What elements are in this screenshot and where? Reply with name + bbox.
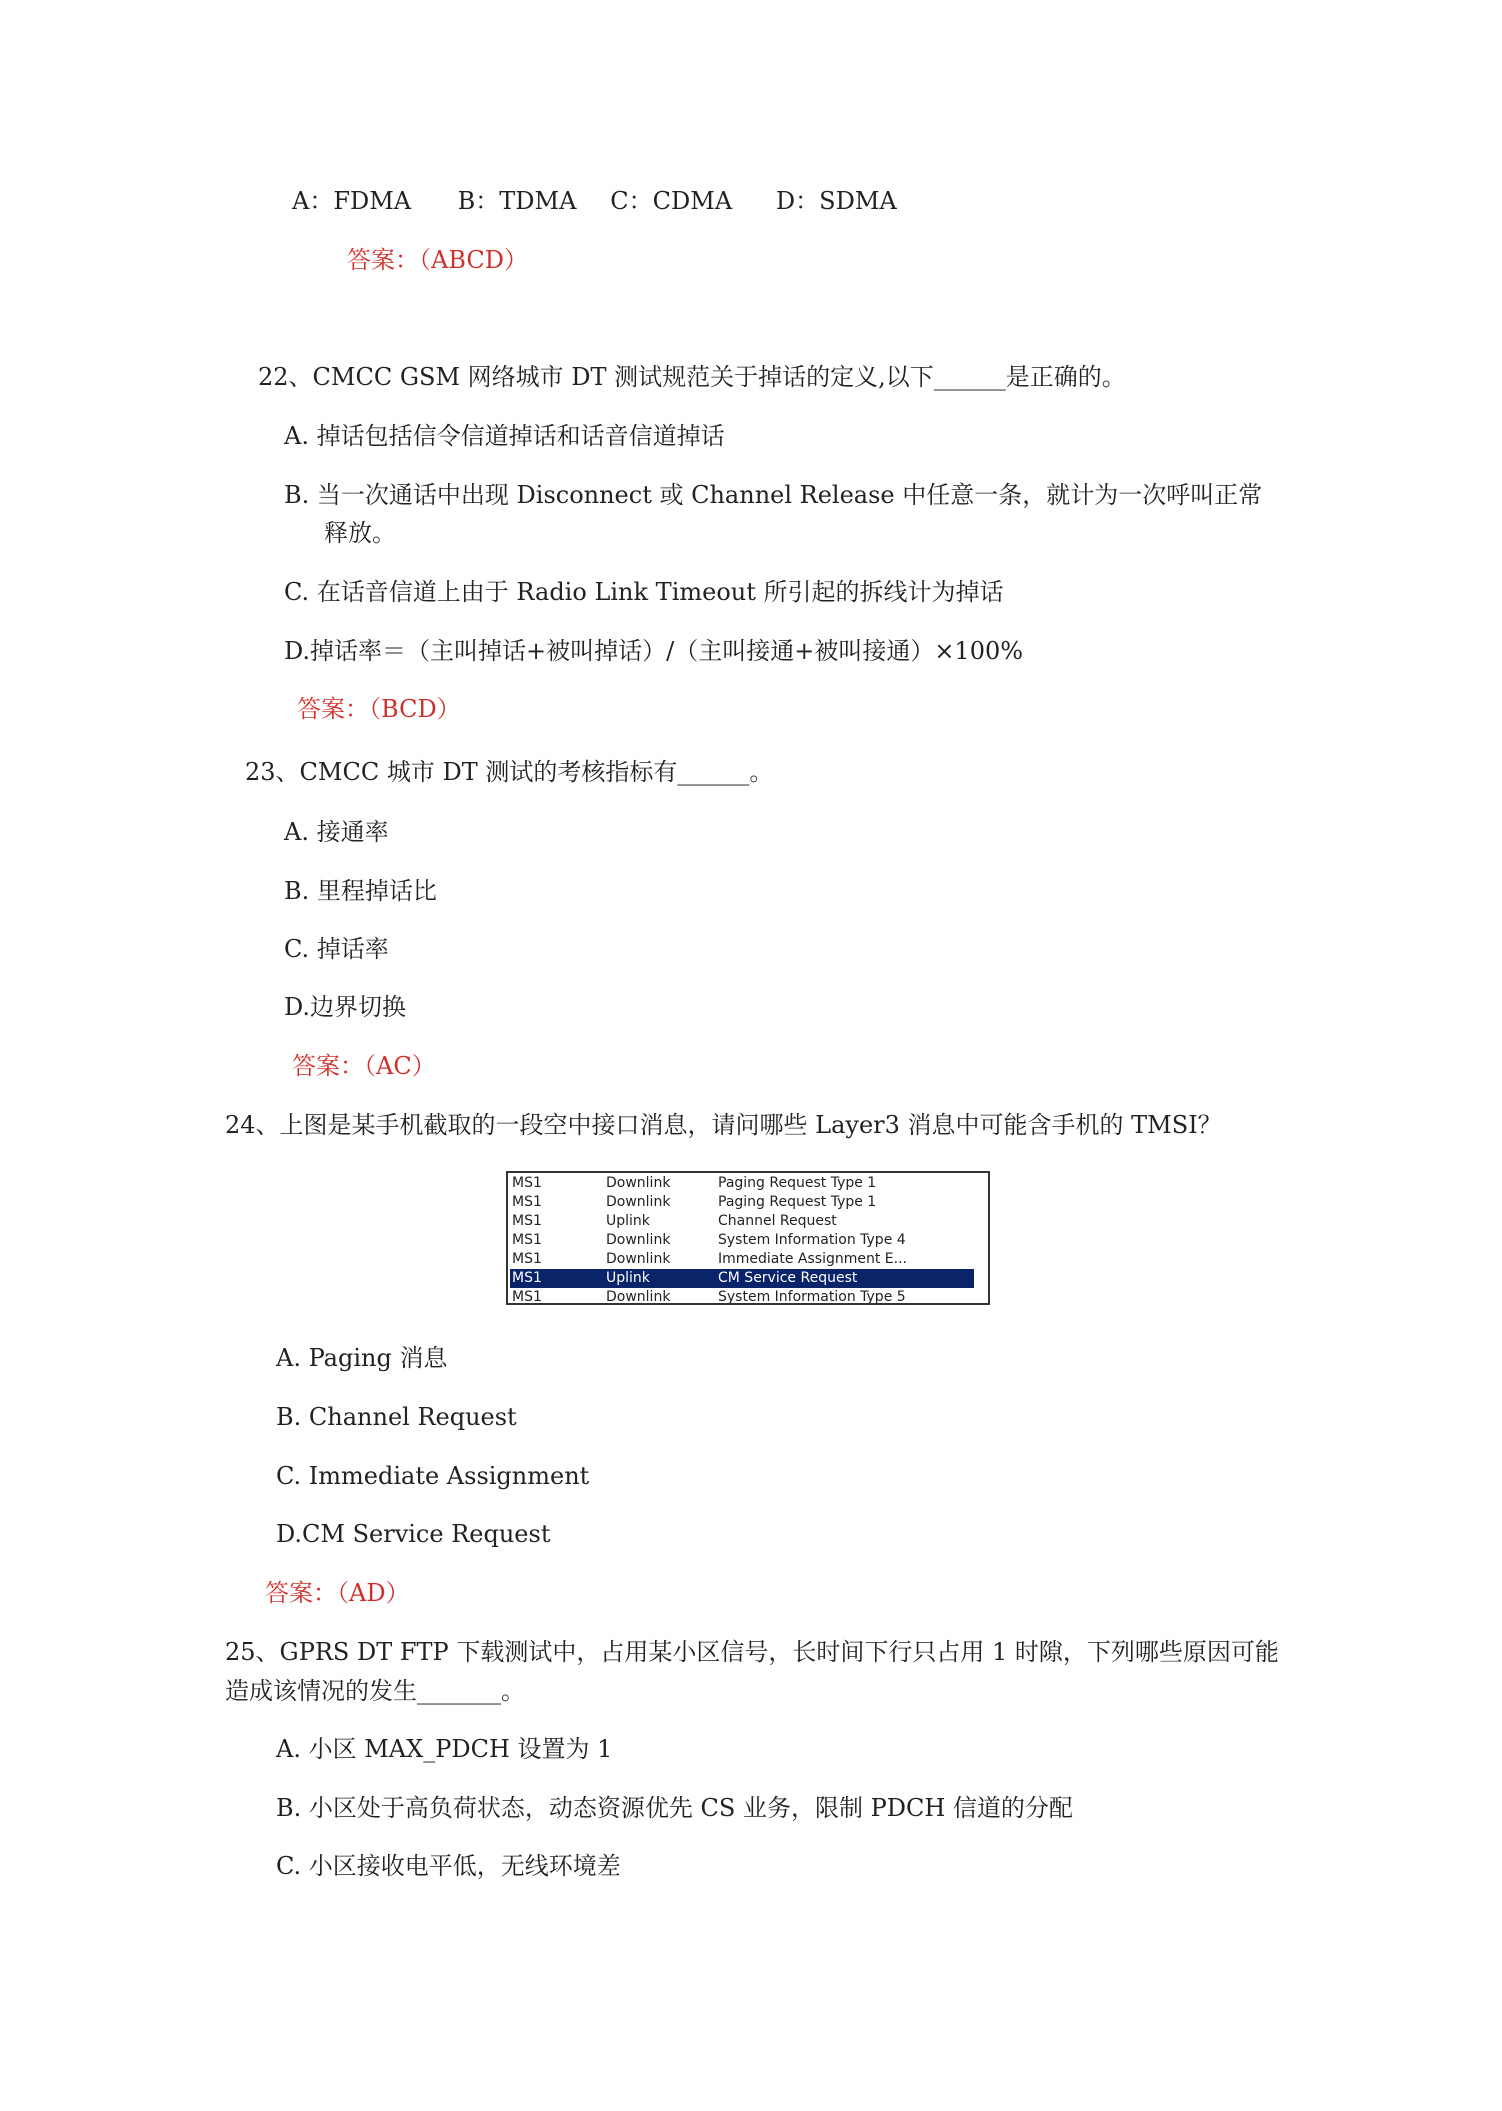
trace-direction: Downlink xyxy=(606,1232,671,1248)
q23-option-c: C. 掉话率 xyxy=(284,935,389,963)
q22-option-c: C. 在话音信道上由于 Radio Link Timeout 所引起的拆线计为掉话 xyxy=(284,578,1004,606)
q22-option-b-continued: 释放。 xyxy=(324,519,396,547)
q22-option-d: D.掉话率＝（主叫掉话+被叫掉话）/（主叫接通+被叫接通）×100% xyxy=(284,637,1024,665)
trace-message: Immediate Assignment E... xyxy=(718,1251,907,1267)
trace-row-selected xyxy=(510,1269,974,1288)
trace-message: System Information Type 5 xyxy=(718,1289,906,1303)
q24-option-c: C. Immediate Assignment xyxy=(276,1462,590,1490)
q25-stem-continued: 造成该情况的发生_______。 xyxy=(225,1677,525,1705)
trace-direction: Downlink xyxy=(606,1289,671,1303)
trace-message: Channel Request xyxy=(718,1213,837,1229)
trace-ms: MS1 xyxy=(512,1289,542,1303)
trace-ms: MS1 xyxy=(512,1213,542,1229)
q23-option-b: B. 里程掉话比 xyxy=(284,877,437,905)
trace-ms: MS1 xyxy=(512,1270,542,1286)
q21-option-a: A：FDMA xyxy=(292,187,412,215)
trace-ms: MS1 xyxy=(512,1175,542,1191)
trace-row xyxy=(510,1212,974,1231)
q23-stem: 23、CMCC 城市 DT 测试的考核指标有______。 xyxy=(245,758,774,786)
q24-answer: 答案：（AD） xyxy=(265,1579,410,1607)
q22-option-a: A. 掉话包括信令信道掉话和话音信道掉话 xyxy=(284,422,725,450)
trace-direction: Uplink xyxy=(606,1270,650,1286)
q21-answer: 答案：（ABCD） xyxy=(347,246,529,274)
trace-message: System Information Type 4 xyxy=(718,1232,906,1248)
trace-row xyxy=(510,1231,974,1250)
trace-ms: MS1 xyxy=(512,1232,542,1248)
q21-option-b: B：TDMA xyxy=(457,187,577,215)
trace-direction: Downlink xyxy=(606,1251,671,1267)
q24-option-d: D.CM Service Request xyxy=(276,1520,551,1548)
air-interface-message-log xyxy=(506,1171,990,1305)
q21-options xyxy=(292,186,897,216)
q23-answer: 答案：（AC） xyxy=(292,1052,436,1080)
q25-option-c: C. 小区接收电平低，无线环境差 xyxy=(276,1852,621,1880)
q23-option-a: A. 接通率 xyxy=(284,818,389,846)
q25-option-b: B. 小区处于高负荷状态，动态资源优先 CS 业务，限制 PDCH 信道的分配 xyxy=(276,1794,1073,1822)
trace-row xyxy=(510,1193,974,1212)
q22-stem: 22、CMCC GSM 网络城市 DT 测试规范关于掉话的定义,以下______是正确的。 xyxy=(258,363,1126,391)
trace-direction: Uplink xyxy=(606,1213,650,1229)
trace-direction: Downlink xyxy=(606,1175,671,1191)
q25-stem: 25、GPRS DT FTP 下载测试中，占用某小区信号，长时间下行只占用 1 时隙，下列哪些原因可能 xyxy=(225,1638,1279,1666)
trace-ms: MS1 xyxy=(512,1194,542,1210)
trace-row xyxy=(510,1250,974,1269)
trace-message: Paging Request Type 1 xyxy=(718,1175,877,1191)
trace-direction: Downlink xyxy=(606,1194,671,1210)
trace-message: CM Service Request xyxy=(718,1270,858,1286)
q21-option-c: C：CDMA xyxy=(610,187,733,215)
q24-stem: 24、上图是某手机截取的一段空中接口消息，请问哪些 Layer3 消息中可能含手机的 TMSI？ xyxy=(225,1111,1222,1139)
q22-option-b: B. 当一次通话中出现 Disconnect 或 Channel Release 中任意一条，就计为一次呼叫正常 xyxy=(284,481,1263,509)
trace-row xyxy=(510,1288,974,1303)
trace-ms: MS1 xyxy=(512,1251,542,1267)
q23-option-d: D.边界切换 xyxy=(284,993,407,1021)
q21-option-d: D：SDMA xyxy=(775,187,897,215)
q24-option-a: A. Paging 消息 xyxy=(276,1344,448,1372)
trace-message: Paging Request Type 1 xyxy=(718,1194,877,1210)
q22-answer: 答案：（BCD） xyxy=(297,695,461,723)
q25-option-a: A. 小区 MAX_PDCH 设置为 1 xyxy=(276,1735,613,1763)
trace-row xyxy=(510,1174,974,1193)
q24-option-b: B. Channel Request xyxy=(276,1403,517,1431)
